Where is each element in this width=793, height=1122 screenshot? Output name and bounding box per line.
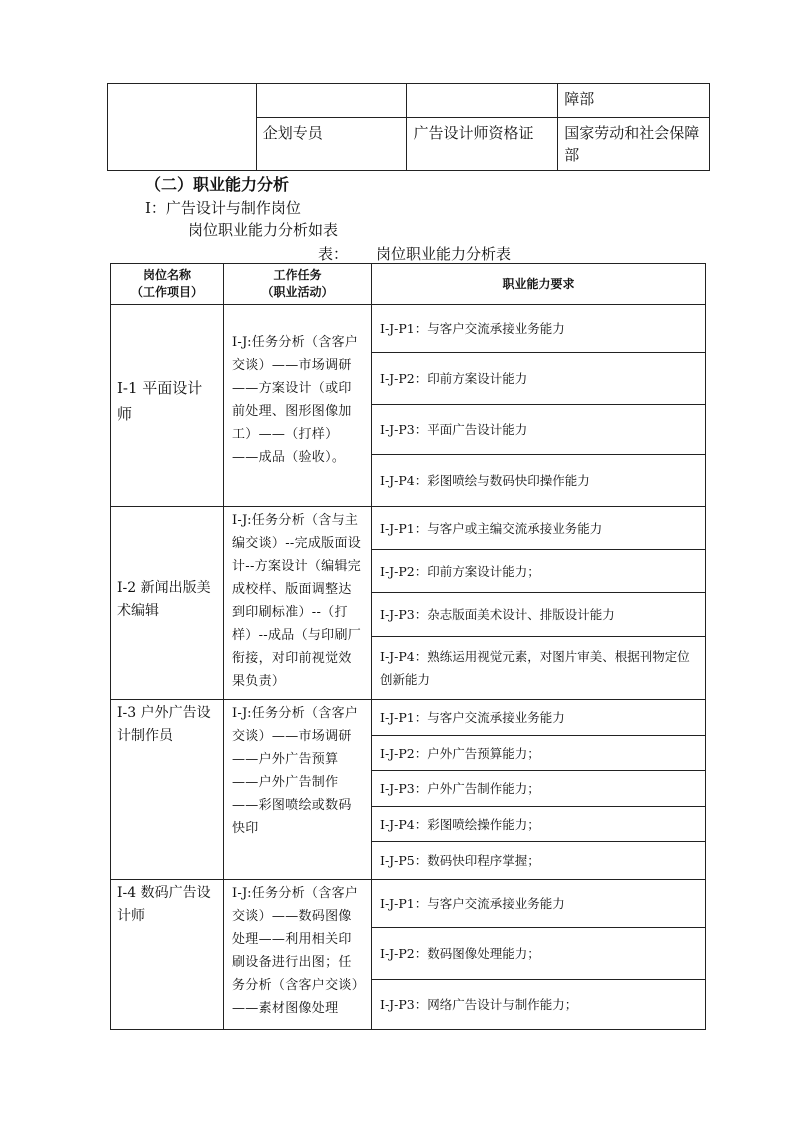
task-cell: I-J:任务分析（含与主编交谈）--完成版面设计--方案设计（编辑完成校样、版面调整达到印刷标准）--（打样）--成品（与印刷厂衔接，对印前视觉效果负责） (224, 507, 372, 700)
requirement-cell: I-J-P2：数码图像处理能力； (372, 928, 706, 980)
top-cell-empty (108, 84, 257, 171)
position-cell: I-1 平面设计师 (111, 305, 224, 507)
caption-title: 岗位职业能力分析表 (376, 245, 512, 263)
top-cell-job: 企划专员 (256, 118, 407, 171)
sub-title: I：广告设计与制作岗位 (145, 199, 301, 217)
requirement-cell: I-J-P4：熟练运用视觉元素，对图片审美、根据刊物定位创新能力 (372, 637, 706, 700)
ability-analysis-table (110, 263, 706, 1030)
requirement-cell: I-J-P5：数码快印程序掌握； (372, 842, 706, 880)
top-cell (256, 84, 407, 118)
header-requirement: 职业能力要求 (372, 264, 706, 305)
task-cell: I-J:任务分析（含客户交谈）——市场调研——方案设计（或印前处理、图形图像加工）——（打样）——成品（验收）。 (224, 305, 372, 507)
requirement-cell: I-J-P2：户外广告预算能力； (372, 736, 706, 771)
requirement-cell: I-J-P3：网络广告设计与制作能力； (372, 980, 706, 1030)
requirement-cell: I-J-P3：杂志版面美术设计、排版设计能力 (372, 593, 706, 637)
requirement-cell: I-J-P1：与客户交流承接业务能力 (372, 880, 706, 928)
requirement-cell: I-J-P1：与客户或主编交流承接业务能力 (372, 507, 706, 550)
requirement-cell: I-J-P2：印前方案设计能力 (372, 353, 706, 405)
requirement-cell: I-J-P4：彩图喷绘与数码快印操作能力 (372, 455, 706, 507)
top-cell-issuer: 国家劳动和社会保障部 (558, 118, 710, 171)
task-cell: I-J:任务分析（含客户交谈）——市场调研——户外广告预算——户外广告制作——彩图喷绘或数码快印 (224, 700, 372, 880)
requirement-cell: I-J-P1：与客户交流承接业务能力 (372, 700, 706, 736)
position-cell: I-2 新闻出版美术编辑 (111, 507, 224, 700)
requirement-cell: I-J-P2：印前方案设计能力； (372, 550, 706, 593)
requirement-cell: I-J-P1：与客户交流承接业务能力 (372, 305, 706, 353)
task-cell: I-J:任务分析（含客户交谈）——数码图像处理——利用相关印刷设备进行出图；任务分析（含客户交谈）——素材图像处理 (224, 880, 372, 1030)
table-header-row (111, 264, 706, 305)
table-caption (318, 243, 511, 264)
top-continuation-table (107, 83, 710, 171)
requirement-cell: I-J-P3：户外广告制作能力； (372, 771, 706, 807)
top-cell-certificate: 广告设计师资格证 (407, 118, 558, 171)
top-cell: 障部 (558, 84, 710, 118)
header-task: 工作任务 （职业活动） (224, 264, 372, 305)
header-position: 岗位名称 （工作项目） (111, 264, 224, 305)
intro-text: 岗位职业能力分析如表 (188, 221, 339, 239)
caption-prefix: 表： (318, 245, 349, 263)
section-title: （二）职业能力分析 (145, 175, 290, 194)
requirement-cell: I-J-P3：平面广告设计能力 (372, 405, 706, 455)
position-cell: I-4 数码广告设计师 (111, 880, 224, 1030)
position-cell: I-3 户外广告设计制作员 (111, 700, 224, 880)
requirement-cell: I-J-P4：彩图喷绘操作能力； (372, 807, 706, 842)
top-cell (407, 84, 558, 118)
